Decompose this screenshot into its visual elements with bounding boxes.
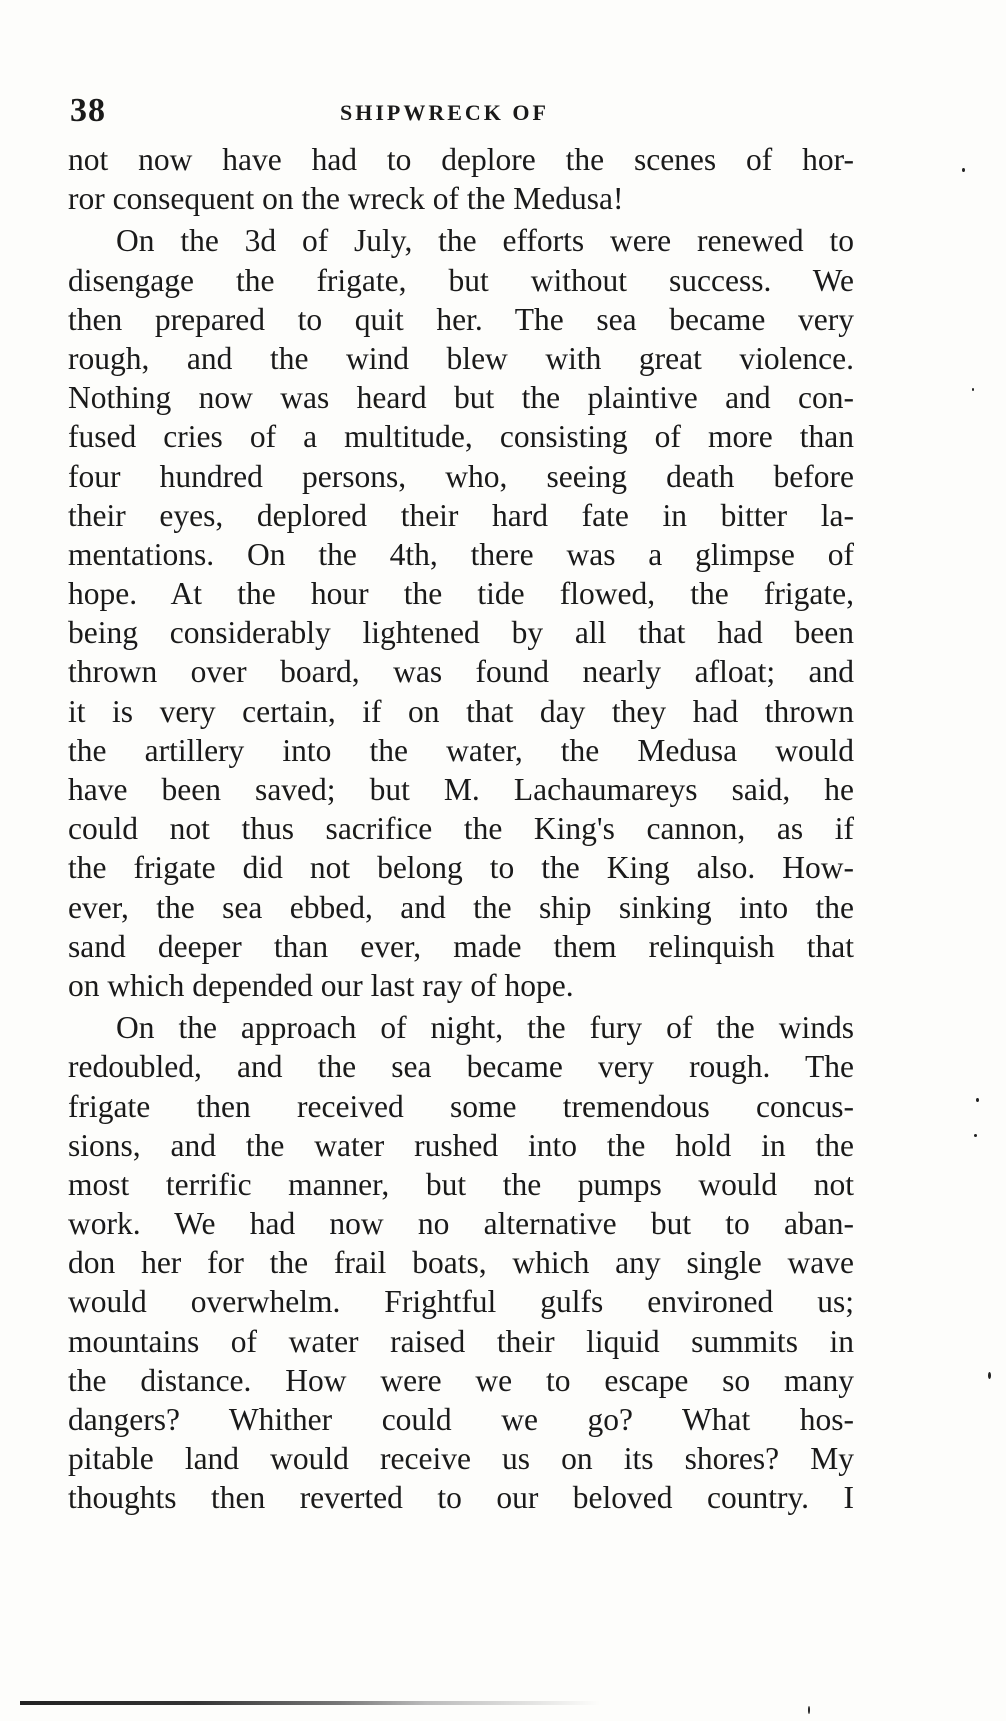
text-line: on which depended our last ray of hope.: [68, 967, 574, 1003]
scan-edge-line: [20, 1701, 600, 1705]
text-line: mentations. On the 4th, there was a glimpse of: [68, 536, 854, 572]
paragraph: [68, 140, 854, 218]
text-line: redoubled, and the sea became very rough. The: [68, 1049, 854, 1085]
text-line: thrown over board, was found nearly afloat; and: [68, 654, 854, 690]
text-line: ever, the sea ebbed, and the ship sinking into the: [68, 889, 854, 925]
text-line: Nothing now was heard but the plaintive and con-: [68, 380, 854, 416]
text-line: frigate then received some tremendous concus-: [68, 1088, 854, 1124]
text-line: it is very certain, if on that day they had thrown: [68, 693, 854, 729]
text-line: fused cries of a multitude, consisting of more than: [68, 419, 854, 455]
scan-speck: [962, 168, 965, 172]
text-line: most terrific manner, but the pumps would not: [68, 1166, 854, 1202]
text-line: being considerably lightened by all that had been: [68, 615, 854, 651]
running-title: SHIPWRECK OF: [340, 100, 549, 125]
text-line: dangers? Whither could we go? What hos-: [68, 1402, 854, 1437]
text-line: the distance. How were we to escape so many: [68, 1362, 854, 1398]
text-line: have been saved; but M. Lachaumareys said, he: [68, 772, 854, 807]
text-line: rough, and the wind blew with great violence.: [68, 340, 854, 376]
text-line: not now have had to deplore the scenes of hor-: [68, 142, 854, 177]
scan-speck: [972, 388, 974, 391]
scan-speck: [808, 1706, 810, 1714]
text-line: On the approach of night, the fury of the winds: [116, 1010, 854, 1046]
page-number: 38: [70, 92, 106, 129]
text-line: On the 3d of July, the efforts were renewed to: [116, 223, 854, 259]
text-line: could not thus sacrifice the King's cannon, as if: [68, 811, 854, 847]
text-line: pitable land would receive us on its shores? My: [68, 1441, 854, 1477]
text-line: mountains of water raised their liquid summits in: [68, 1323, 854, 1359]
text-line: don her for the frail boats, which any single wave: [68, 1245, 854, 1281]
scan-speck: [974, 1134, 977, 1137]
text-line: ror consequent on the wreck of the Medusa!: [68, 181, 624, 217]
text-line: four hundred persons, who, seeing death before: [68, 458, 854, 494]
text-line: sand deeper than ever, made them relinquish that: [68, 928, 854, 964]
text-line: sions, and the water rushed into the hold in the: [68, 1127, 854, 1163]
text-line: thoughts then reverted to our beloved country. I: [68, 1480, 854, 1516]
paragraph: [68, 1008, 854, 1517]
text-line: work. We had now no alternative but to aban-: [68, 1206, 854, 1242]
body-text: [68, 140, 854, 1518]
text-line: then prepared to quit her. The sea became very: [68, 301, 854, 337]
text-line: the frigate did not belong to the King also. How-: [68, 850, 854, 886]
text-line: would overwhelm. Frightful gulfs environed us;: [68, 1284, 854, 1320]
text-line: their eyes, deplored their hard fate in bitter la-: [68, 497, 854, 533]
text-line: the artillery into the water, the Medusa would: [68, 732, 854, 768]
text-line: disengage the frigate, but without success. We: [68, 262, 854, 298]
scan-speck: [976, 1098, 979, 1102]
text-line: hope. At the hour the tide flowed, the frigate,: [68, 576, 854, 612]
paragraph: [68, 221, 854, 1005]
scan-speck: [988, 1372, 991, 1379]
page-header: [68, 92, 854, 132]
